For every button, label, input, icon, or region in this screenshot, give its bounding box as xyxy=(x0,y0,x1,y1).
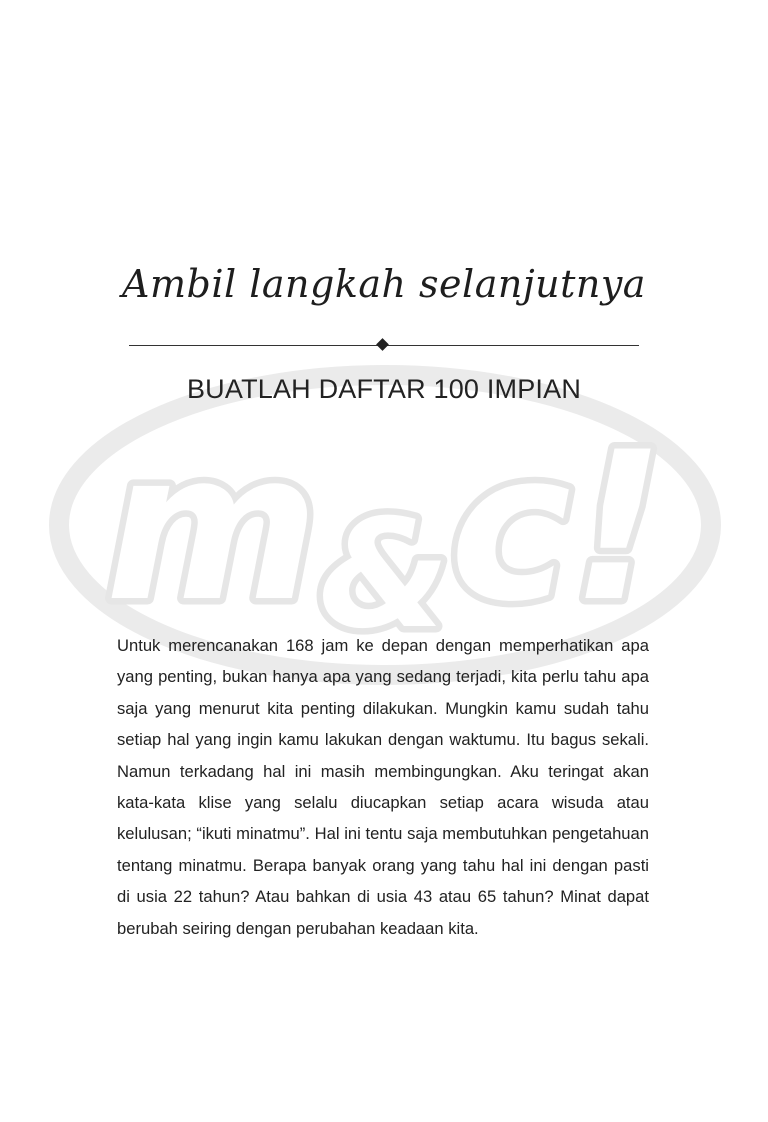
body-paragraph: Untuk merencanakan 168 jam ke depan dengan memperhatikan apa yang penting, bukan hanya apa yang sedang terjadi, kita perlu tahu apa saja yang menurut kita penting dilakukan. Mungkin kamu sudah tahu setiap hal yang ingin kamu lakukan dengan waktumu. Itu bagus sekali. Namun terkadang hal ini masih membingungkan. Aku teringat akan kata-kata klise yang selalu diucapkan setiap acara wisuda atau kelulusan; “ikuti minatmu”. Hal ini tentu saja membutuhkan pengetahuan tentang minatmu. Berapa banyak orang yang tahu hal ini dengan pasti di usia 22 tahun? Atau bahkan di usia 43 atau 65 tahun? Minat dapat berubah seiring dengan perubahan keadaan kita. xyxy=(117,636,649,938)
diamond-ornament-icon xyxy=(376,338,389,351)
ornamental-divider xyxy=(129,338,639,352)
chapter-title: Ambil langkah selanjutnya xyxy=(122,262,646,306)
section-heading: BUATLAH DAFTAR 100 IMPIAN xyxy=(186,374,582,404)
svg-text:m&c!: m&c! xyxy=(105,409,665,662)
